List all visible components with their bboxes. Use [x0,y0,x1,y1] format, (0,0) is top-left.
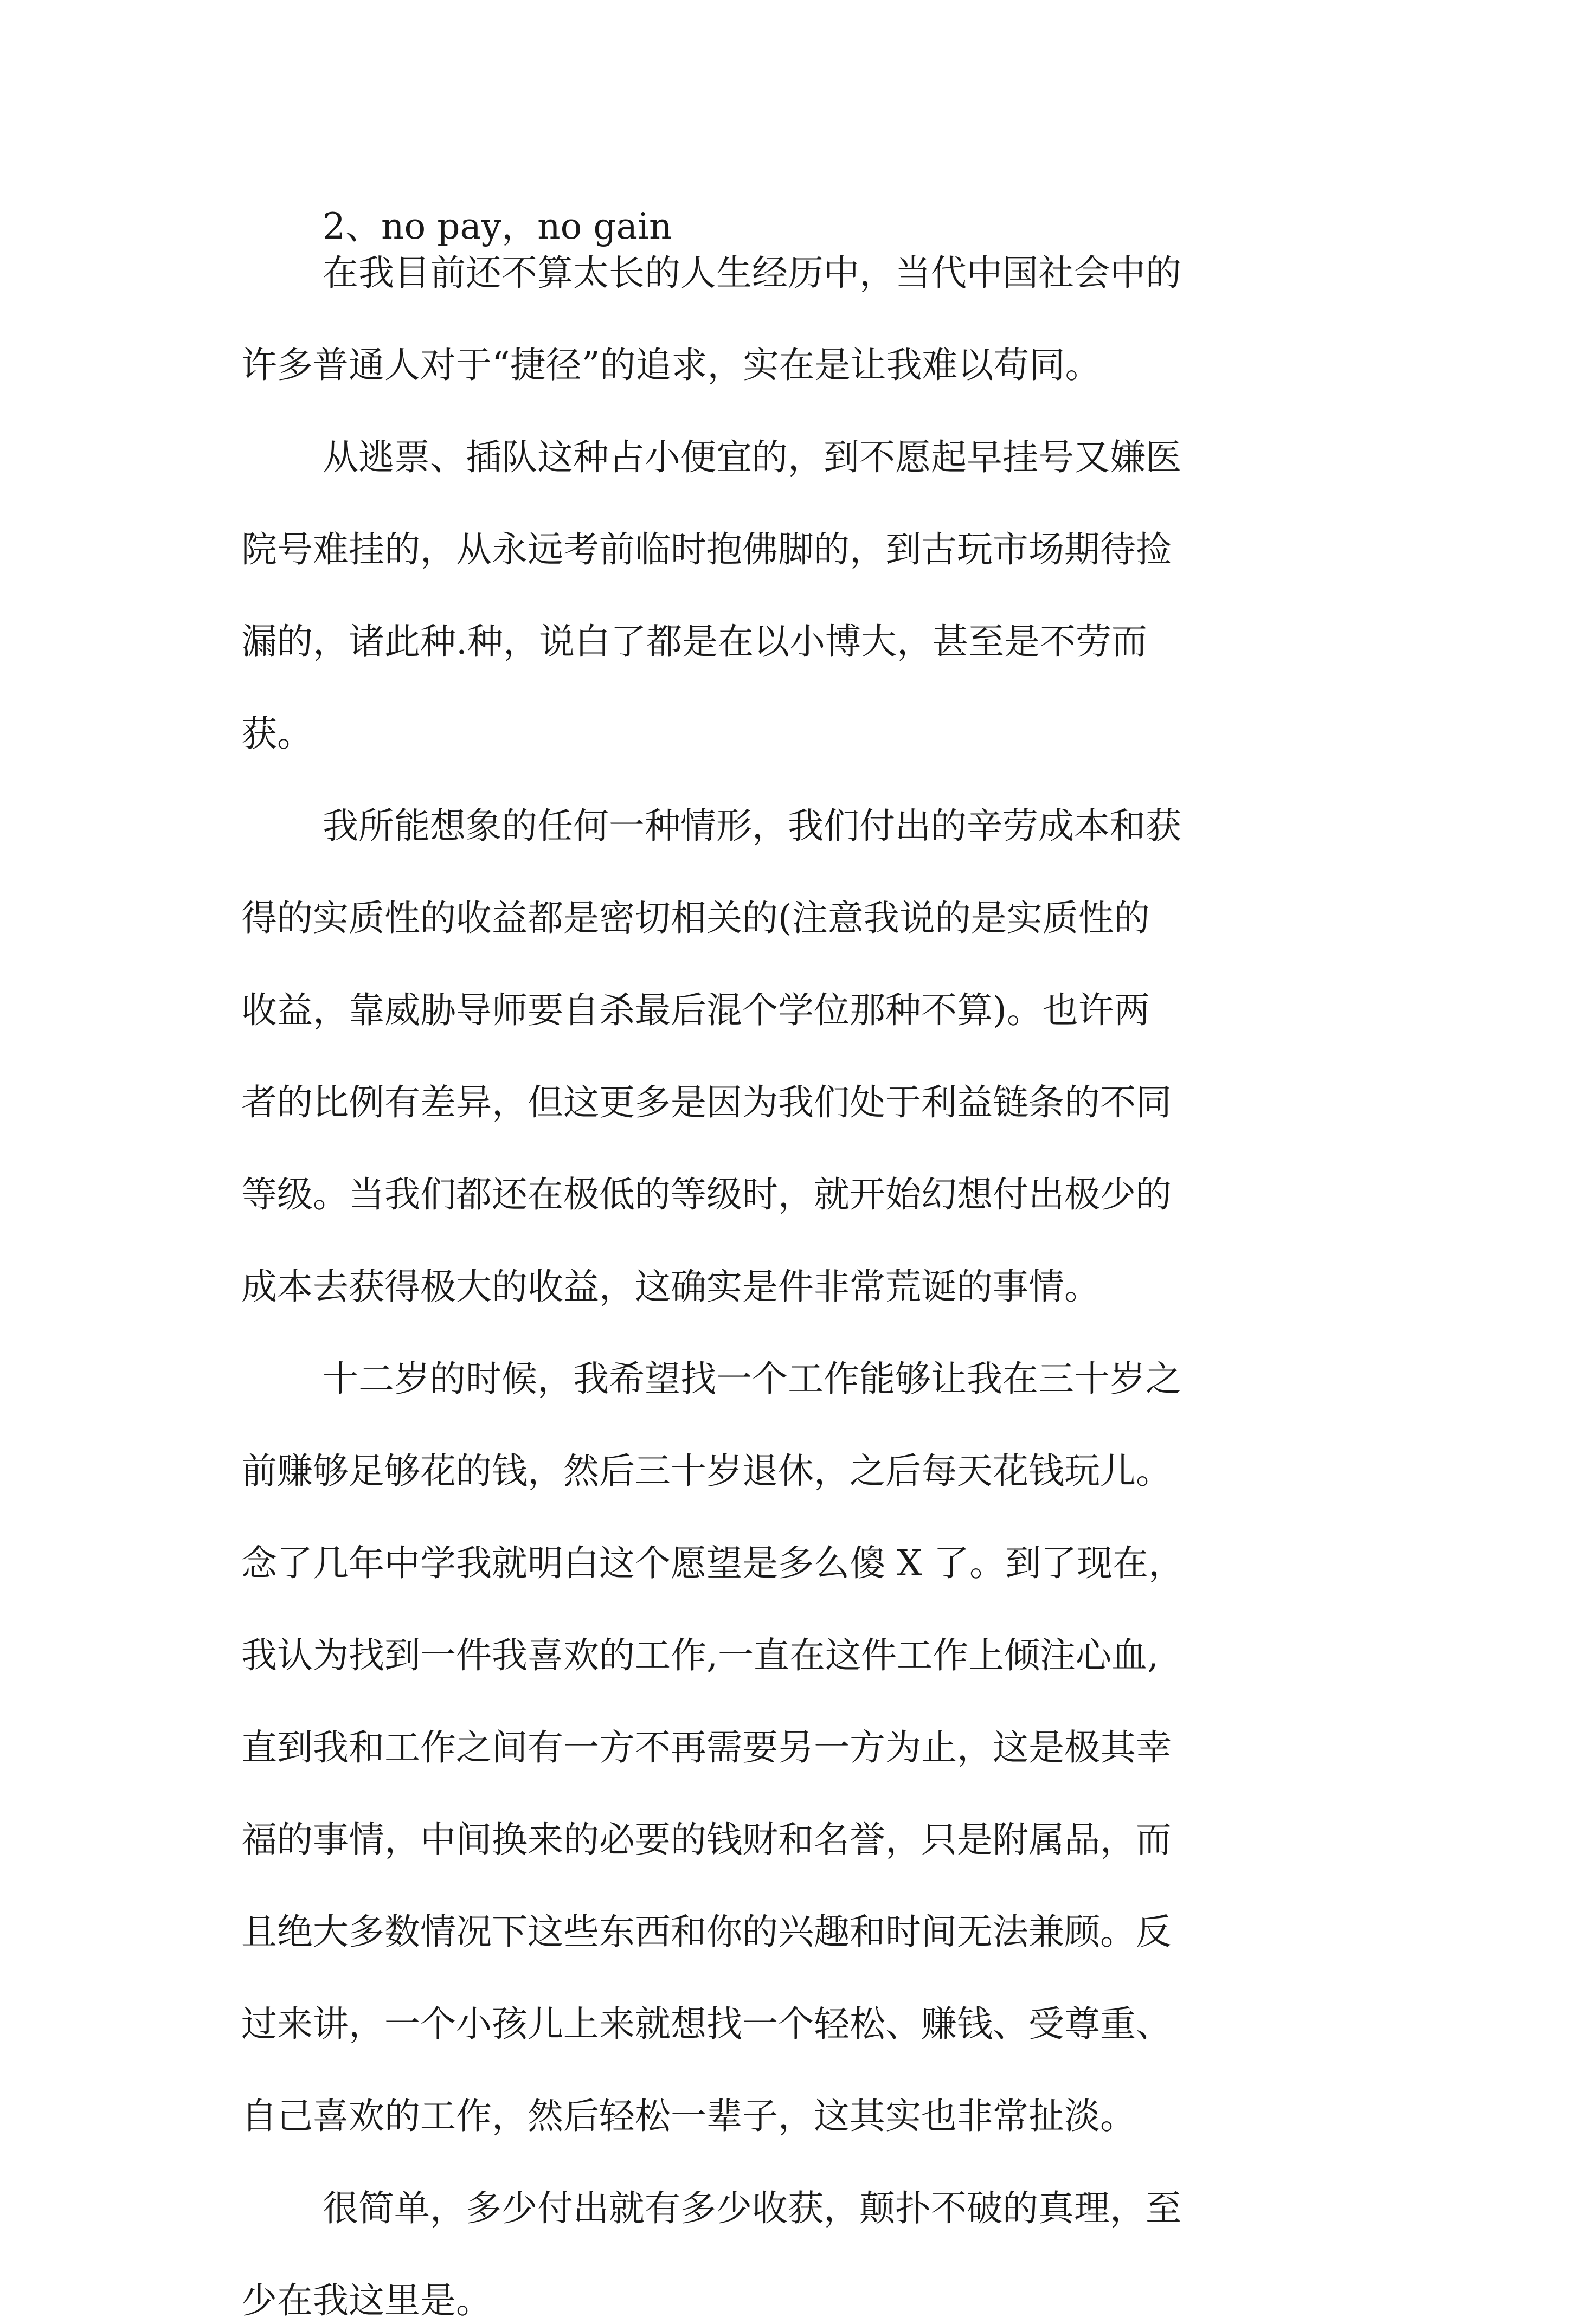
paragraph-line: 且绝大多数情况下这些东西和你的兴趣和时间无法兼顾。反 [241,1911,1172,1953]
paragraph-line: 从逃票、插队这种占小便宜的，到不愿起早挂号又嫌医 [323,436,1181,478]
paragraph-line: 念了几年中学我就明白这个愿望是多么傻 X 了。到了现在， [241,1542,1184,1584]
paragraph-line: 前赚够足够花的钱，然后三十岁退休，之后每天花钱玩儿。 [241,1450,1172,1492]
paragraph-4 [241,1356,1331,2140]
paragraph-2 [241,434,1331,757]
paragraph-line: 在我目前还不算太长的人生经历中，当代中国社会中的 [323,252,1181,294]
paragraph-line: 直到我和工作之间有一方不再需要另一方为止，这是极其幸 [241,1727,1172,1768]
paragraph-1 [241,250,1331,389]
paragraph-line: 很简单，多少付出就有多少收获，颠扑不破的真理，至 [323,2187,1181,2229]
paragraph-line: 等级。当我们都还在极低的等级时，就开始幻想付出极少的 [241,1174,1172,1215]
paragraph-3 [241,803,1331,1310]
document-body [241,203,1331,2324]
section-heading: 2、no pay，no gain [323,205,672,247]
paragraph-line: 过来讲，一个小孩儿上来就想找一个轻松、赚钱、受尊重、 [241,2003,1172,2045]
paragraph-line: 漏的，诸此种.种，说白了都是在以小博大，甚至是不劳而 [241,621,1147,662]
paragraph-line: 十二岁的时候，我希望找一个工作能够让我在三十岁之 [323,1358,1181,1400]
paragraph-line: 自己喜欢的工作，然后轻松一辈子，这其实也非常扯淡。 [241,2095,1136,2137]
paragraph-line: 成本去获得极大的收益，这确实是件非常荒诞的事情。 [241,1266,1100,1308]
paragraph-line: 收益，靠威胁导师要自杀最后混个学位那种不算)。也许两 [241,989,1150,1031]
paragraph-line: 福的事情，中间换来的必要的钱财和名誉，只是附属品，而 [241,1819,1172,1861]
paragraph-line: 者的比例有差异，但这更多是因为我们处于利益链条的不同 [241,1081,1172,1123]
paragraph-line: 得的实质性的收益都是密切相关的(注意我说的是实质性的 [241,897,1150,939]
paragraph-5 [241,2185,1331,2324]
paragraph-line: 获。 [241,713,313,755]
paragraph-line: 我所能想象的任何一种情形，我们付出的辛劳成本和获 [323,805,1181,847]
paragraph-line: 院号难挂的，从永远考前临时抱佛脚的，到古玩市场期待捡 [241,529,1172,570]
paragraph-line: 许多普通人对于“捷径”的追求，实在是让我难以苟同。 [241,344,1101,386]
paragraph-line: 少在我这里是。 [241,2280,492,2321]
paragraph-line: 我认为找到一件我喜欢的工作,一直在这件工作上倾注心血, [241,1634,1159,1676]
